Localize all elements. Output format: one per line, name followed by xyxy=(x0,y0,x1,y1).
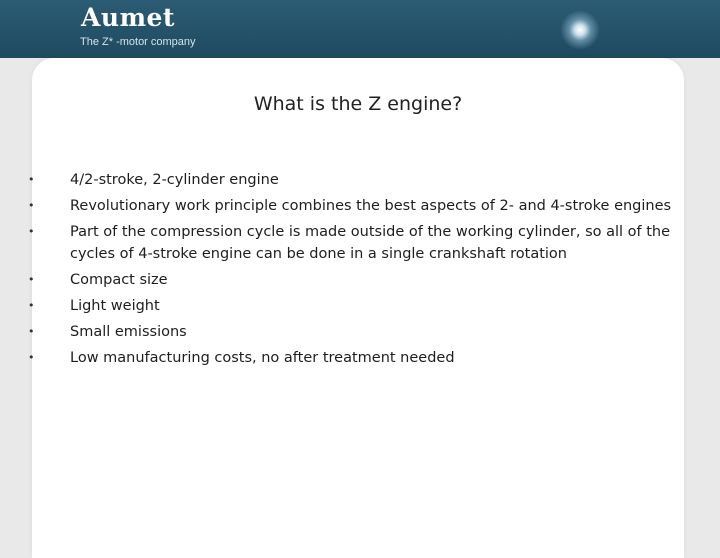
bullet-icon: • xyxy=(28,199,35,212)
list-item xyxy=(28,193,680,219)
list-item xyxy=(28,345,680,371)
list-item xyxy=(28,167,680,193)
bullet-icon: • xyxy=(28,325,35,338)
list-item-text: Low manufacturing costs, no after treatment needed xyxy=(70,350,455,366)
list-item xyxy=(28,293,680,319)
list-item-text: Small emissions xyxy=(70,324,187,340)
list-item-text: Compact size xyxy=(70,272,168,288)
list-item-text: Revolutionary work principle combines the best aspects of 2- and 4-stroke engines xyxy=(70,198,672,214)
header-bar xyxy=(0,0,720,58)
list-item xyxy=(28,219,680,267)
list-item-text: 4/2-stroke, 2-cylinder engine xyxy=(70,172,279,188)
slide-title: What is the Z engine? xyxy=(253,93,463,115)
bullet-icon: • xyxy=(28,351,35,364)
bullet-list xyxy=(28,167,680,371)
bullet-icon: • xyxy=(28,225,35,238)
light-glow-decoration xyxy=(560,10,600,50)
bullet-icon: • xyxy=(28,273,35,286)
list-item xyxy=(28,319,680,345)
brand-tagline: The Z* -motor company xyxy=(80,36,196,48)
list-item xyxy=(28,267,680,293)
list-item-text: Part of the compression cycle is made outside of the working cylinder, so all of the cycles of 4-stroke engine can be done in a single crankshaft rotation xyxy=(70,224,671,262)
bullet-icon: • xyxy=(28,173,35,186)
brand-logo: Aumet xyxy=(81,3,175,32)
list-item-text: Light weight xyxy=(70,298,160,314)
bullet-icon: • xyxy=(28,299,35,312)
